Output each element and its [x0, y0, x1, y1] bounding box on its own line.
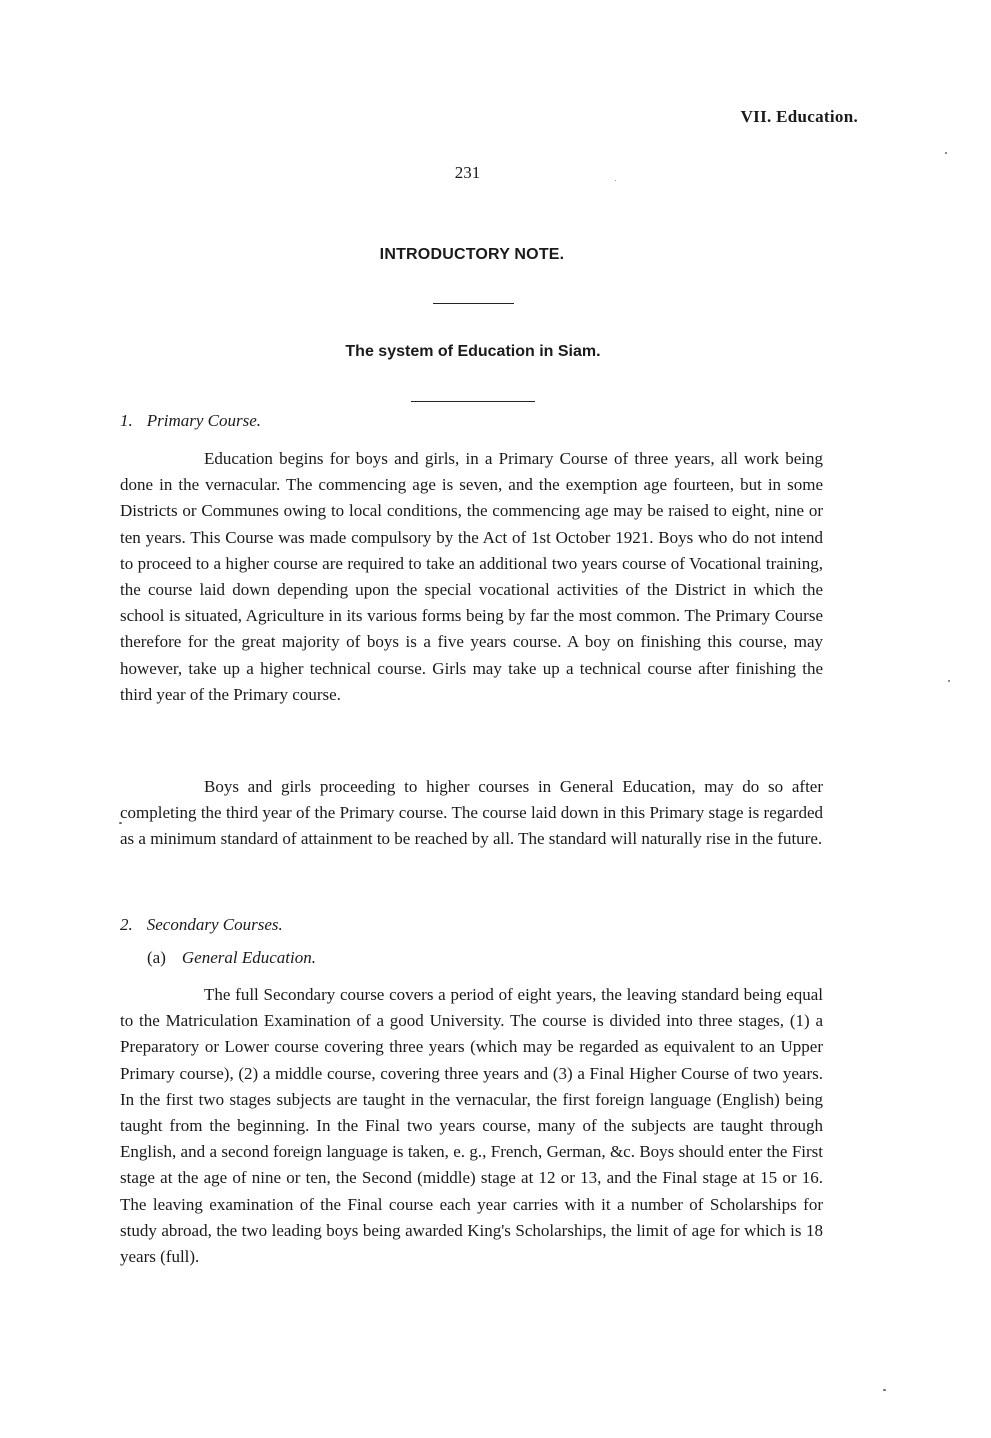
paragraph-text: Boys and girls proceeding to higher courses in General Education, may do so after completing the third year of the Primary course. The course laid down in this Primary stage is regarded as a minimum standard of attainment to be reached by all. The standard will naturally rise in the future.: [120, 777, 823, 849]
subsection-title: General Education.: [181, 948, 316, 967]
scan-speck: [948, 680, 950, 682]
paragraph-general-education: [120, 982, 823, 1270]
section-heading-secondary: [120, 915, 283, 935]
subsection-heading-general: [147, 948, 316, 968]
section-title: Primary Course.: [146, 411, 262, 430]
section-number: 2.: [120, 915, 133, 934]
scan-speck: [615, 180, 616, 181]
section-number: 1.: [120, 411, 133, 430]
page-title: INTRODUCTORY NOTE.: [379, 246, 565, 263]
section-title: Secondary Courses.: [146, 915, 283, 934]
scan-speck: [119, 822, 122, 824]
running-head: VII. Education.: [740, 107, 858, 126]
subtitle-rule: [411, 401, 535, 402]
paragraph-text: Education begins for boys and girls, in a Primary Course of three years, all work being done in the vernacular. The commencing age is seven, and the exemption age fourteen, but in some Districts or Communes owing to local conditions, the commencing age may be raised to eight, nine or ten years. This Course was made compulsory by the Act of 1st October 1921. Boys who do not intend to proceed to a higher course are required to take an additional two years course of Vocational training, the course laid down depending upon the special vocational activities of the District in which the school is situated, Agriculture in its various forms being by far the most common. The Primary Course therefore for the great majority of boys is a five years course. A boy on finishing this course, may however, take up a higher technical course. Girls may take up a technical course after finishing the third year of the Primary course.: [120, 449, 823, 704]
page-subtitle: The system of Education in Siam.: [345, 343, 601, 360]
paragraph-primary-2: [120, 774, 823, 853]
paragraph-text: The full Secondary course covers a period of eight years, the leaving standard being equal to the Matriculation Examination of a good University. The course is divided into three stages, (1) a Preparatory or Lower course covering three years (which may be regarded as equivalent to an Upper Primary course), (2) a middle course, covering three years and (3) a Final Higher Course of two years. In the first two stages subjects are taught in the vernacular, the first foreign language (English) being taught from the beginning. In the Final two years course, many of the subjects are taught through English, and a second foreign language is taken, e. g., French, German, &c. Boys should enter the First stage at the age of nine or ten, the Second (middle) stage at 12 or 13, and the Final stage at 15 or 16. The leaving examination of the Final course each year carries with it a number of Scholarships for study abroad, the two leading boys being awarded King's Scholarships, the limit of age for which is 18 years (full).: [120, 985, 823, 1267]
scan-speck: [945, 152, 947, 154]
subsection-label: (a): [147, 948, 166, 967]
page-number: 231: [454, 163, 481, 182]
title-rule: [433, 303, 514, 304]
section-heading-primary: [120, 411, 261, 431]
paragraph-primary-1: [120, 446, 823, 708]
scan-speck: [883, 1389, 886, 1391]
